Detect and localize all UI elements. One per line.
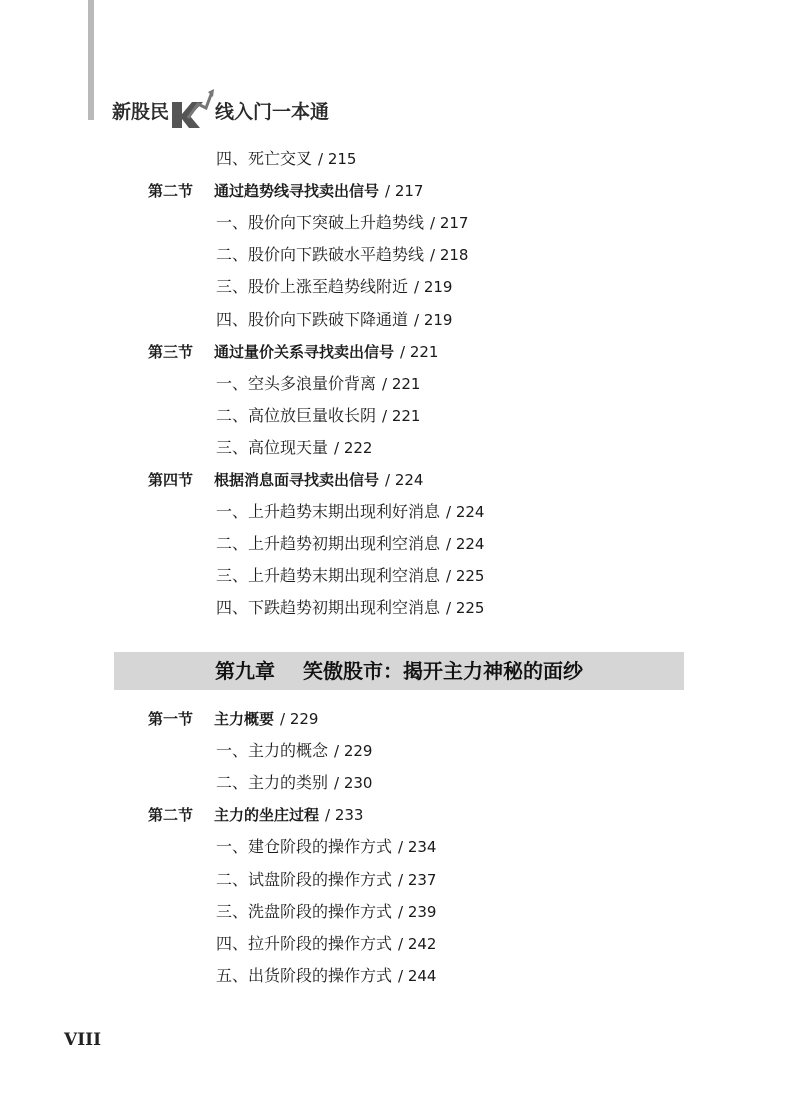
toc-section (148, 178, 423, 204)
toc-item (216, 146, 356, 172)
toc-entry-text: 二、上升趋势初期出现利空消息 (216, 534, 441, 554)
toc-entry-text: 一、股价向下突破上升趋势线 (216, 213, 425, 233)
toc-item (216, 963, 436, 989)
toc-item (216, 867, 436, 893)
toc-page-number: / 224 (385, 471, 424, 489)
toc-entry-text: 一、主力的概念 (216, 741, 329, 761)
toc-item (216, 210, 468, 236)
page-number: VIII (64, 1030, 102, 1050)
toc-page-number: / 224 (446, 503, 485, 522)
toc-section (148, 339, 438, 365)
toc-section (148, 467, 423, 493)
toc-entry-text: 四、死亡交叉 (216, 149, 313, 168)
toc-item (216, 931, 436, 957)
toc-item (216, 531, 484, 557)
chapter-title: 笑傲股市：揭开主力神秘的面纱 (303, 659, 583, 683)
toc-page-number: / 225 (446, 599, 485, 618)
toc-page-number: / 233 (325, 806, 364, 825)
toc-entry-text: 四、股价向下跌破下降通道 (216, 309, 409, 329)
toc-page-number: / 217 (385, 182, 424, 201)
toc-page-number: / 229 (280, 710, 319, 728)
toc-entry-text: 四、拉升阶段的操作方式 (216, 933, 393, 953)
toc-entry-text: 二、股价向下跌破水平趋势线 (216, 245, 425, 265)
toc-page-number: / 218 (430, 246, 469, 265)
toc-item (216, 242, 468, 268)
toc-item (216, 563, 484, 589)
section-label: 第三节 (148, 342, 194, 361)
k-arrow-logo-icon (170, 88, 214, 128)
toc-page-number: / 221 (382, 406, 421, 425)
header-title-left: 新股民 (112, 101, 170, 123)
toc-page-number: / 242 (398, 934, 437, 953)
toc-entry-text: 二、高位放巨量收长阴 (216, 405, 377, 425)
section-label: 第二节 (148, 806, 194, 825)
header-rule (88, 0, 94, 120)
toc-entry-text: 一、上升趋势末期出现利好消息 (216, 502, 441, 522)
toc-entry-text: 四、下跌趋势初期出现利空消息 (216, 598, 441, 618)
toc-entry-text: 二、主力的类别 (216, 773, 329, 793)
toc-page-number: / 219 (414, 310, 453, 329)
toc-entry-text: 主力概要 (214, 710, 275, 728)
toc-item (216, 371, 420, 397)
toc-entry-text: 三、上升趋势末期出现利空消息 (216, 566, 441, 586)
toc-entry-text: 根据消息面寻找卖出信号 (214, 471, 380, 489)
section-label: 第四节 (148, 471, 194, 489)
toc-entry-text: 三、股价上涨至趋势线附近 (216, 277, 409, 297)
toc-section (148, 802, 363, 828)
toc-page-number: / 215 (318, 150, 357, 168)
toc-entry-text: 三、洗盘阶段的操作方式 (216, 901, 393, 921)
toc-item (216, 307, 452, 333)
toc-page-number: / 239 (398, 902, 437, 921)
toc-entry-text: 三、高位现天量 (216, 437, 329, 457)
toc-section (148, 706, 318, 732)
toc-entry-text: 主力的坐庄过程 (214, 806, 320, 825)
running-header (112, 84, 330, 129)
toc-entry-text: 一、建仓阶段的操作方式 (216, 837, 393, 857)
toc-entry-text: 二、试盘阶段的操作方式 (216, 869, 393, 889)
toc-page-number: / 225 (446, 567, 485, 586)
toc-page-number: / 221 (400, 342, 439, 361)
toc-entry-text: 通过趋势线寻找卖出信号 (214, 182, 380, 201)
section-label: 第一节 (148, 710, 194, 728)
toc-page-number: / 219 (414, 278, 453, 297)
toc-item (216, 403, 420, 429)
logo-letter: K (172, 128, 173, 129)
toc-item (216, 499, 484, 525)
toc-item (216, 834, 436, 860)
toc-page-number: / 222 (334, 438, 373, 457)
toc-item (216, 770, 372, 796)
toc-page-number: / 217 (430, 214, 469, 233)
toc-entry-text: 五、出货阶段的操作方式 (216, 965, 393, 985)
chapter-number: 第九章 (215, 659, 275, 683)
toc-item (216, 274, 452, 300)
toc-item (216, 738, 372, 764)
toc-item (216, 435, 372, 461)
toc-page-number: / 229 (334, 742, 373, 761)
toc-item (216, 595, 484, 621)
toc-entry-text: 通过量价关系寻找卖出信号 (214, 342, 395, 361)
toc-page-number: / 224 (446, 535, 485, 554)
toc-page-number: / 230 (334, 774, 373, 793)
toc-item (216, 899, 436, 925)
toc-page-number: / 237 (398, 870, 437, 889)
chapter-heading (114, 652, 684, 690)
toc-page-number: / 234 (398, 838, 437, 857)
toc-page-number: / 221 (382, 374, 421, 393)
toc-page-number: / 244 (398, 966, 437, 985)
toc-entry-text: 一、空头多浪量价背离 (216, 373, 377, 393)
section-label: 第二节 (148, 182, 194, 201)
header-title-right: 线入门一本通 (215, 101, 330, 123)
